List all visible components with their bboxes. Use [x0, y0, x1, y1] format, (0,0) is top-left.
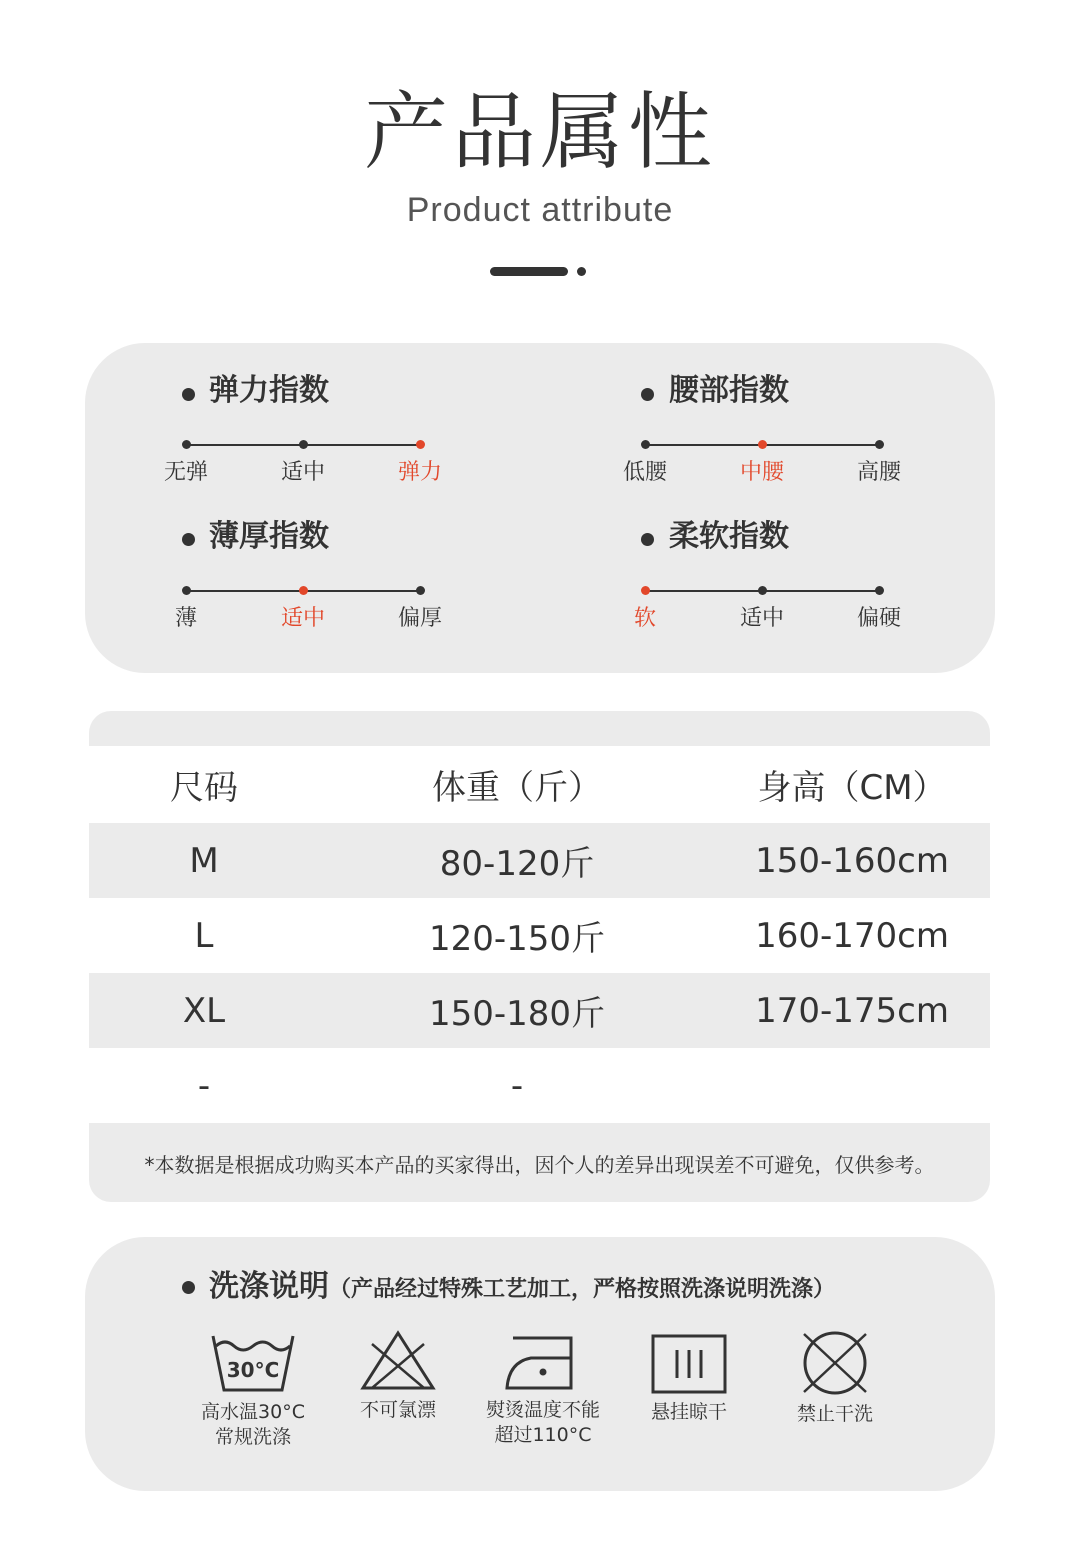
scale-dot	[875, 586, 884, 595]
scale-label-selected: 软	[633, 606, 656, 631]
decorative-dot	[577, 267, 586, 276]
scale-dot	[182, 440, 191, 449]
scale-label: 高腰	[856, 460, 901, 485]
attr-title-elasticity: 弹力指数	[209, 373, 329, 408]
bullet-icon	[182, 533, 195, 546]
header-height: 身高（CM）	[757, 768, 947, 808]
attr-title-softness: 柔软指数	[669, 519, 789, 554]
attr-title-waist: 腰部指数	[669, 373, 789, 408]
cell-size: XL	[182, 990, 226, 1031]
table-row	[89, 898, 990, 973]
scale-label: 适中	[739, 606, 784, 631]
cell-height	[729, 1048, 975, 1123]
wash-temp-text: 30°C	[226, 1358, 280, 1382]
cell-weight: 150-180斤	[428, 994, 606, 1034]
scale-label: 低腰	[622, 460, 667, 485]
size-note: *本数据是根据成功购买本产品的买家得出，因个人的差异出现误差不可避免，仅供参考。	[144, 1153, 935, 1177]
wash-label-line: 禁止干洗	[796, 1403, 873, 1425]
wash-subtitle: （产品经过特殊工艺加工，严格按照洗涤说明洗涤）	[329, 1277, 836, 1302]
page-subtitle: Product attribute	[406, 191, 674, 229]
table-header-row	[89, 746, 990, 823]
wash-title-text: 洗涤说明	[209, 1269, 329, 1304]
wash-item	[323, 1330, 473, 1423]
scale-label: 适中	[280, 460, 325, 485]
wash-label	[178, 1400, 328, 1450]
attr-title-thickness: 薄厚指数	[209, 519, 329, 554]
bullet-icon	[182, 388, 195, 401]
scale-dot	[875, 440, 884, 449]
attribute-panel	[85, 343, 995, 673]
decorative-bar	[490, 267, 568, 276]
wash-item	[468, 1332, 618, 1448]
no-bleach-icon	[360, 1330, 436, 1392]
cell-weight: -	[510, 1065, 524, 1106]
scale-label-selected: 适中	[280, 606, 325, 631]
wash-title	[209, 1267, 835, 1310]
scale-label-selected: 中腰	[739, 460, 784, 485]
scale-label: 偏硬	[856, 606, 901, 631]
no-dry-clean-icon	[800, 1330, 870, 1396]
wash-label	[323, 1398, 473, 1423]
cell-height: 170-175cm	[755, 990, 949, 1031]
cell-size: M	[189, 840, 219, 881]
scale-dot	[758, 586, 767, 595]
wash-label-line: 常规洗涤	[214, 1426, 291, 1448]
wash-item	[614, 1334, 764, 1425]
wash-instructions-panel	[85, 1237, 995, 1491]
bullet-icon	[641, 388, 654, 401]
wash-item	[178, 1332, 328, 1450]
wash-label	[760, 1402, 910, 1427]
wash-label-line: 熨烫温度不能	[485, 1399, 600, 1421]
wash-label-line: 高水温30°C	[201, 1401, 305, 1423]
header-weight: 体重（斤）	[432, 768, 602, 808]
scale-dot-selected	[416, 440, 425, 449]
scale-dot-selected	[758, 440, 767, 449]
hang-dry-icon	[651, 1334, 727, 1394]
scale-dot	[641, 440, 650, 449]
cell-height: 150-160cm	[755, 840, 949, 881]
header-size: 尺码	[170, 768, 238, 808]
table-row	[89, 973, 990, 1048]
bullet-icon	[182, 1281, 195, 1294]
scale-dot	[299, 440, 308, 449]
wash-label-line: 悬挂晾干	[650, 1401, 727, 1423]
wash-30-icon	[210, 1332, 296, 1394]
table-row	[89, 823, 990, 898]
scale-label: 薄	[174, 606, 197, 631]
scale-label-selected: 弹力	[397, 460, 442, 485]
scale-dot-selected	[641, 586, 650, 595]
cell-size: -	[197, 1065, 211, 1106]
size-table	[89, 711, 990, 1202]
cell-weight: 120-150斤	[428, 919, 606, 959]
cell-size: L	[194, 915, 214, 956]
page-title: 产品属性	[363, 83, 716, 181]
scale-dot	[416, 586, 425, 595]
wash-item	[760, 1330, 910, 1427]
wash-label-line: 不可氯漂	[359, 1399, 436, 1421]
scale-dot-selected	[299, 586, 308, 595]
cell-height: 160-170cm	[755, 915, 949, 956]
cell-weight: 80-120斤	[439, 844, 595, 884]
bullet-icon	[641, 533, 654, 546]
table-row	[89, 1048, 990, 1123]
scale-dot	[182, 586, 191, 595]
iron-icon	[503, 1332, 583, 1392]
wash-label-line: 超过110°C	[494, 1424, 592, 1446]
wash-label	[468, 1398, 618, 1448]
wash-label	[614, 1400, 764, 1425]
scale-label: 偏厚	[397, 606, 442, 631]
scale-label: 无弹	[163, 460, 208, 485]
